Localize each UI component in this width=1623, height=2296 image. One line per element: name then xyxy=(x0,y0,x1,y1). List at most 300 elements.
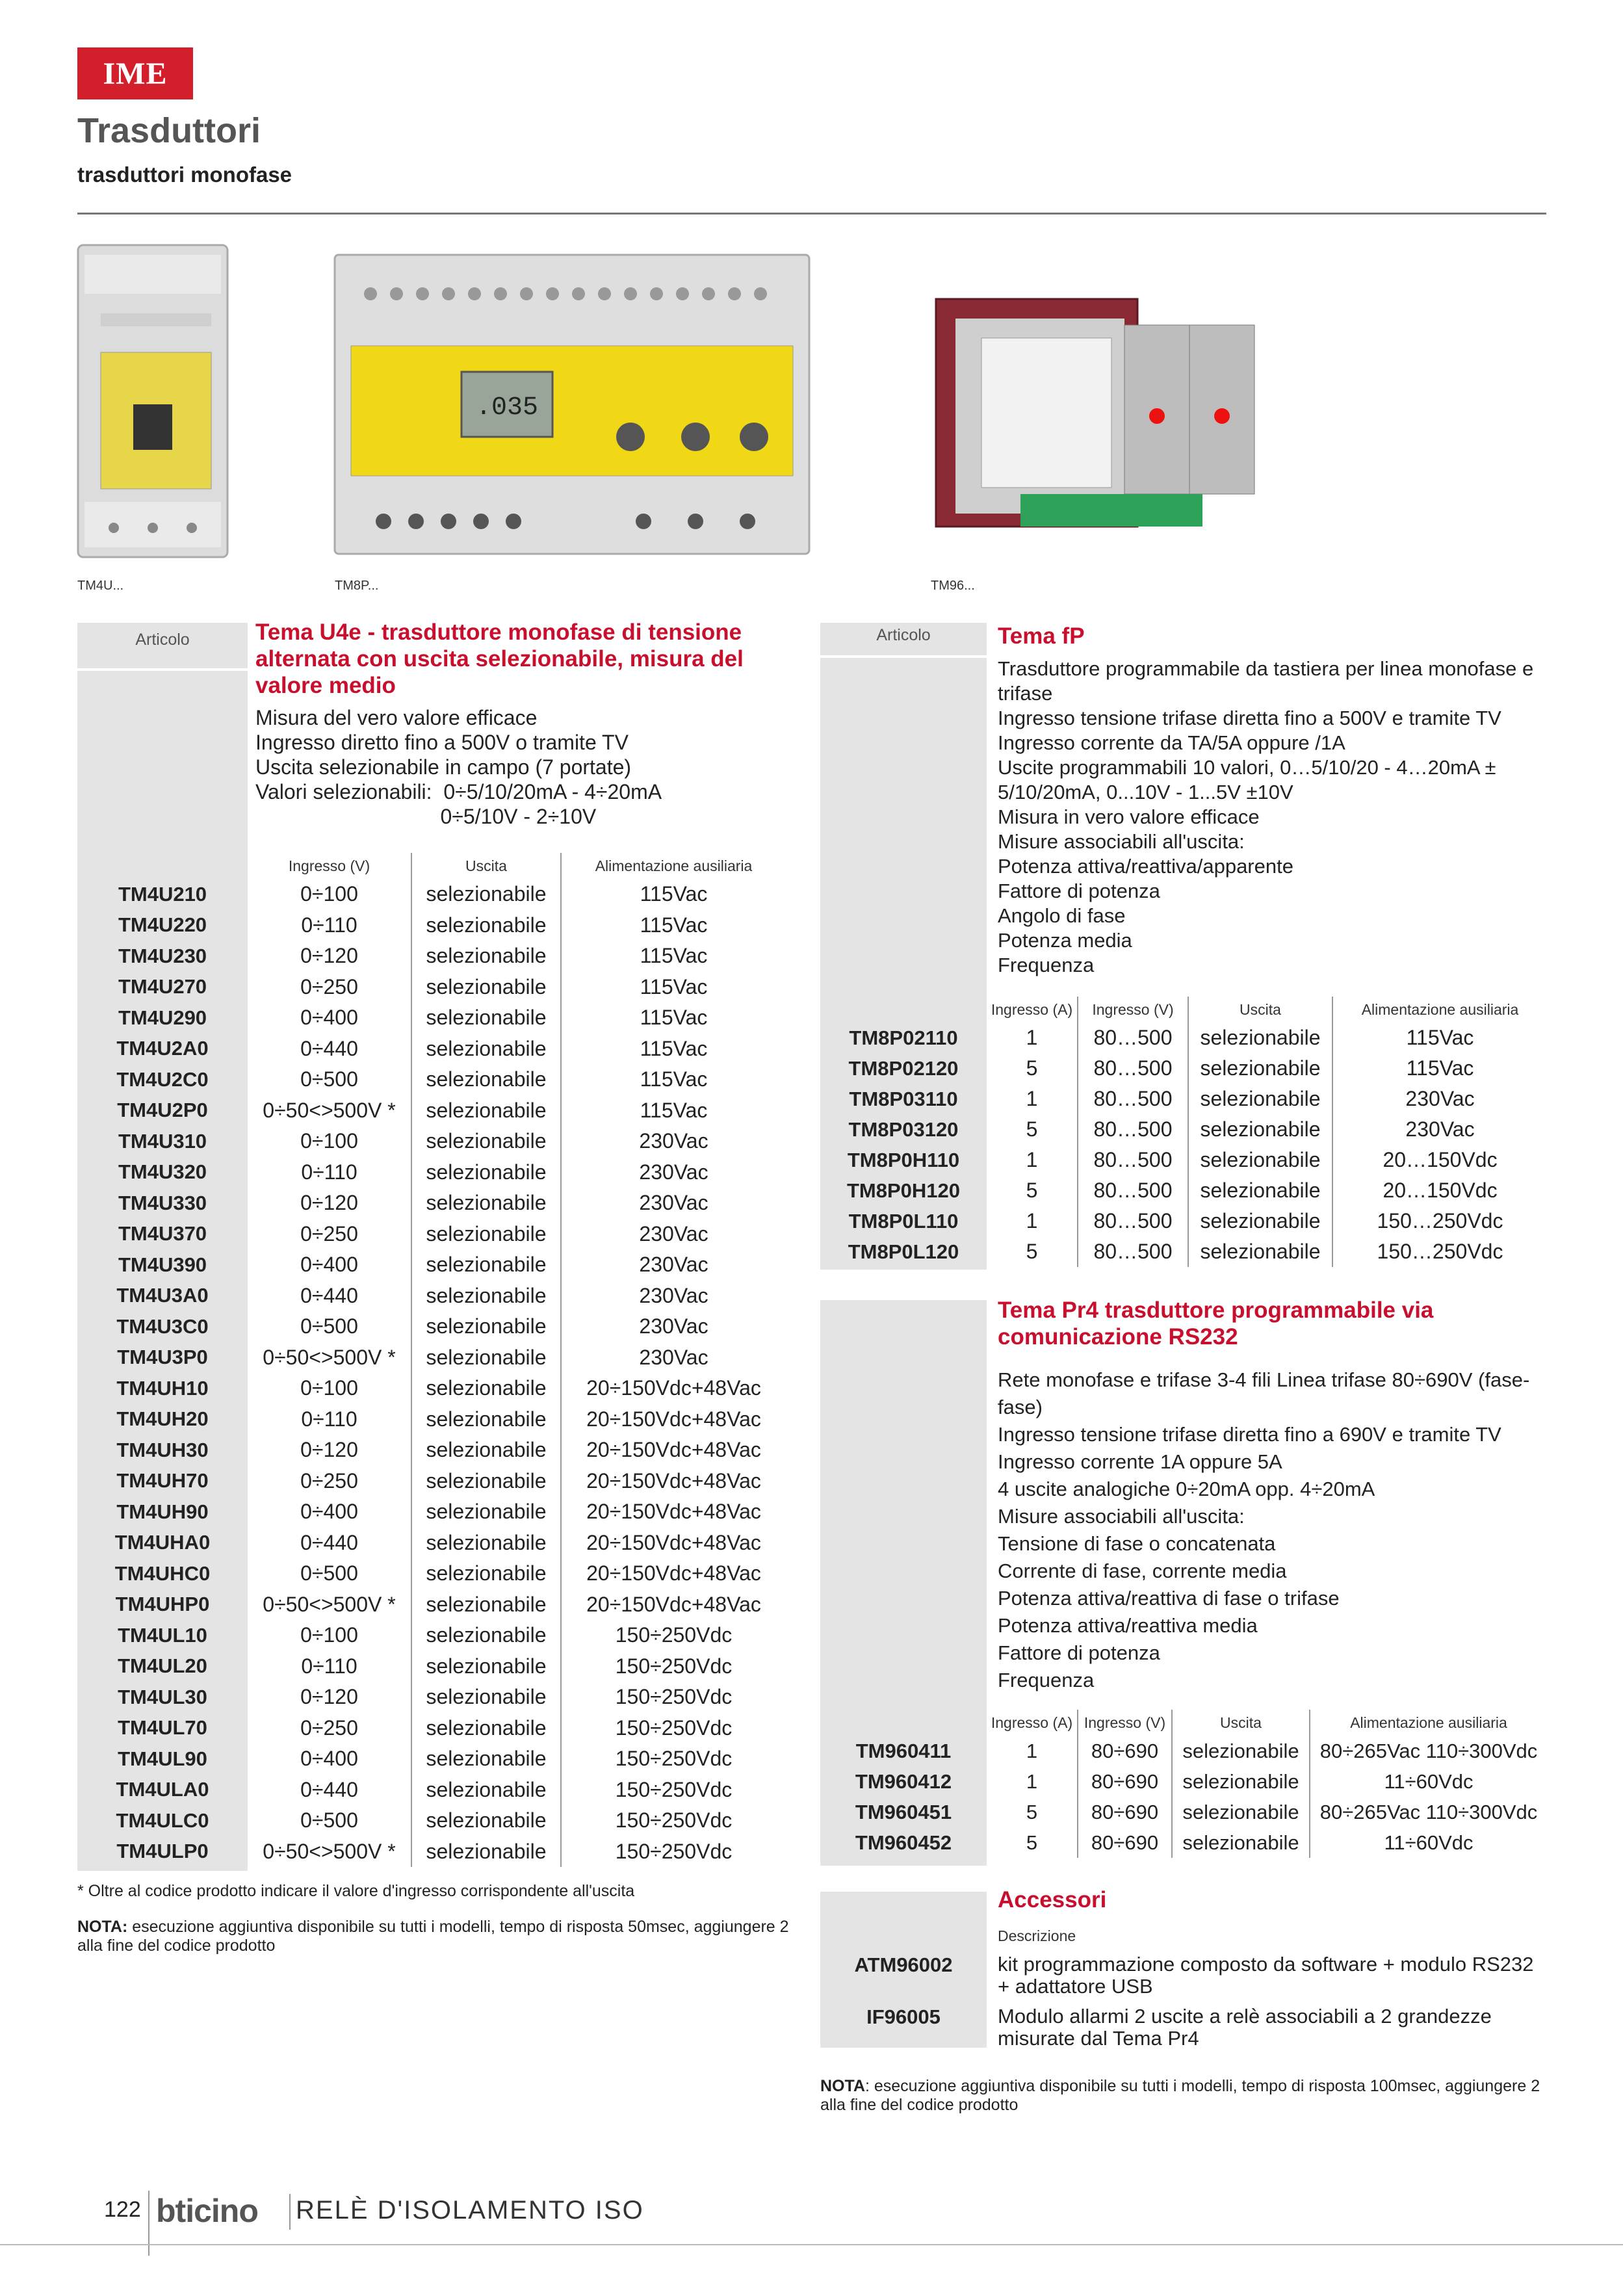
left-article-label: Articolo xyxy=(135,631,190,649)
u4e-code: TM4U3C0 xyxy=(77,1311,248,1342)
u4e-row xyxy=(77,910,786,941)
acc-desc-1: Modulo allarmi 2 uscite a relè associabili a 2 grandezze misurate dal Tema Pr4 xyxy=(998,2005,1492,2050)
col-header-ingresso-v: Ingresso (V) xyxy=(248,853,411,879)
u4e-cell: 0÷250 xyxy=(248,972,411,1003)
pr4-desc-line: Fattore di potenza xyxy=(998,1641,1160,1664)
acc-code-0: ATM96002 xyxy=(854,1953,953,1976)
u4e-cell: selezionabile xyxy=(411,1219,561,1250)
pr4-code: TM960412 xyxy=(820,1766,987,1797)
pr4-col-ingresso-a: Ingresso (A) xyxy=(987,1710,1078,1736)
pr4-desc-line: Misure associabili all'uscita: xyxy=(998,1505,1245,1528)
u4e-row xyxy=(77,1713,786,1744)
u4e-cell: 0÷100 xyxy=(248,1126,411,1157)
pr4-cell: 1 xyxy=(987,1766,1078,1797)
fp-cell: selezionabile xyxy=(1188,1084,1332,1114)
pr4-code: TM960451 xyxy=(820,1797,987,1827)
fp-header-spacer xyxy=(820,997,987,1023)
u4e-row xyxy=(77,1466,786,1497)
fp-cell: 150…250Vdc xyxy=(1377,1240,1503,1263)
u4e-row xyxy=(77,1404,786,1435)
pr4-code: TM960452 xyxy=(820,1827,987,1858)
u4e-cell: 150÷250Vdc xyxy=(615,1623,733,1647)
fp-cell: selezionabile xyxy=(1188,1175,1332,1206)
u4e-cell: selezionabile xyxy=(411,1528,561,1559)
fp-cell: 80…500 xyxy=(1078,1145,1188,1175)
u4e-row xyxy=(77,1651,786,1682)
u4e-cell: 230Vac xyxy=(639,1129,708,1153)
fp-code: TM8P0L110 xyxy=(820,1206,987,1236)
u4e-cell: 150÷250Vdc xyxy=(615,1747,733,1771)
u4e-code: TM4U230 xyxy=(77,941,248,972)
fp-cell: selezionabile xyxy=(1188,1206,1332,1236)
u4e-code: TM4U370 xyxy=(77,1219,248,1250)
pr4-cell: 80÷690 xyxy=(1078,1827,1172,1858)
u4e-cell: 0÷50<>500V * xyxy=(248,1589,411,1621)
u4e-cell: selezionabile xyxy=(411,1558,561,1589)
pr4-cell: 80÷265Vac 110÷300Vdc xyxy=(1319,1800,1538,1823)
u4e-cell: 0÷110 xyxy=(248,910,411,941)
u4e-cell: 230Vac xyxy=(639,1283,708,1307)
fp-cell: 115Vac xyxy=(1406,1026,1474,1049)
pr4-cell: selezionabile xyxy=(1172,1797,1310,1827)
pr4-desc-line: Rete monofase e trifase 3-4 fili Linea trifase 80÷690V (fase-fase) xyxy=(998,1368,1530,1418)
u4e-code: TM4U270 xyxy=(77,972,248,1003)
u4e-row xyxy=(77,1249,786,1281)
pr4-desc-line: Potenza attiva/reattiva media xyxy=(998,1614,1258,1637)
pr4-col-ingresso-v: Ingresso (V) xyxy=(1078,1710,1172,1736)
u4e-cell: selezionabile xyxy=(411,1682,561,1713)
u4e-row xyxy=(77,1528,786,1559)
u4e-code: TM4U2C0 xyxy=(77,1064,248,1095)
accessori-title: Accessori xyxy=(998,1887,1107,1912)
u4e-row xyxy=(77,972,786,1003)
u4e-cell: 115Vac xyxy=(640,1036,708,1060)
u4e-cell: 0÷100 xyxy=(248,1620,411,1651)
u4e-row xyxy=(77,1219,786,1250)
u4e-row xyxy=(77,1589,786,1621)
fp-cell: 150…250Vdc xyxy=(1377,1209,1503,1233)
acc-desc-0: kit programmazione composto da software + modulo RS232 + adattatore USB xyxy=(998,1953,1534,1998)
tema-u4e-description: Misura del vero valore efficace Ingresso diretto fino a 500V o tramite TV Uscita selezionabile in campo (7 portate) Valori selezionabili: 0÷5/10/20mA - 4÷20mA 0÷5/10V - 2÷10V xyxy=(255,706,662,828)
fp-code: TM8P0L120 xyxy=(820,1236,987,1267)
footer-separator-2 xyxy=(289,2194,291,2230)
u4e-cell: 0÷250 xyxy=(248,1219,411,1250)
tema-fp-title: Tema fP xyxy=(998,623,1085,649)
u4e-cell: 0÷400 xyxy=(248,1002,411,1034)
bticino-logo: bticino xyxy=(156,2193,258,2229)
pr4-desc-line: Tensione di fase o concatenata xyxy=(998,1532,1276,1555)
u4e-cell: 115Vac xyxy=(640,913,708,937)
u4e-cell: 150÷250Vdc xyxy=(615,1654,733,1678)
u4e-cell: 0÷120 xyxy=(248,1682,411,1713)
u4e-cell: 150÷250Vdc xyxy=(615,1808,733,1833)
u4e-code: TM4U2P0 xyxy=(77,1095,248,1127)
u4e-cell: selezionabile xyxy=(411,1496,561,1528)
u4e-code: TM4UHC0 xyxy=(77,1558,248,1589)
u4e-code: TM4ULA0 xyxy=(77,1775,248,1806)
u4e-cell: selezionabile xyxy=(411,1651,561,1682)
u4e-row xyxy=(77,1435,786,1466)
fp-cell: 230Vac xyxy=(1405,1117,1475,1141)
tema-u4e-table xyxy=(77,853,786,1867)
left-footnote: * Oltre al codice prodotto indicare il valore d'ingresso corrispondente all'uscita xyxy=(77,1882,635,1900)
tema-fp-description xyxy=(998,657,1537,978)
u4e-row xyxy=(77,1281,786,1312)
col-header-alimentazione: Alimentazione ausiliaria xyxy=(595,857,753,874)
u4e-cell: 115Vac xyxy=(640,1098,708,1122)
u4e-cell: 0÷120 xyxy=(248,1188,411,1219)
pr4-desc-line: Ingresso tensione trifase diretta fino a 690V e tramite TV xyxy=(998,1423,1501,1446)
u4e-cell: selezionabile xyxy=(411,1713,561,1744)
u4e-cell: 230Vac xyxy=(639,1160,708,1184)
fp-cell: 80…500 xyxy=(1078,1084,1188,1114)
u4e-cell: 0÷50<>500V * xyxy=(248,1836,411,1868)
u4e-cell: 20÷150Vdc+48Vac xyxy=(586,1561,761,1585)
u4e-row xyxy=(77,941,786,972)
fp-code: TM8P03120 xyxy=(820,1114,987,1145)
fp-row xyxy=(820,1206,1547,1236)
u4e-cell: 0÷500 xyxy=(248,1311,411,1342)
u4e-cell: 150÷250Vdc xyxy=(615,1777,733,1801)
u4e-cell: selezionabile xyxy=(411,910,561,941)
u4e-code: TM4U290 xyxy=(77,1002,248,1034)
fp-cell: 1 xyxy=(987,1023,1078,1053)
u4e-cell: selezionabile xyxy=(411,1002,561,1034)
fp-cell: 1 xyxy=(987,1206,1078,1236)
u4e-cell: 150÷250Vdc xyxy=(615,1839,733,1863)
left-note-label: NOTA: xyxy=(77,1918,128,1936)
u4e-row xyxy=(77,1373,786,1404)
u4e-code: TM4UL10 xyxy=(77,1620,248,1651)
page-number: 122 xyxy=(104,2197,141,2222)
u4e-cell: 0÷400 xyxy=(248,1496,411,1528)
fp-article-header-gap xyxy=(820,655,987,658)
u4e-cell: selezionabile xyxy=(411,1743,561,1775)
right-note-label: NOTA xyxy=(820,2077,865,2095)
u4e-code: TM4U330 xyxy=(77,1188,248,1219)
u4e-row xyxy=(77,1805,786,1836)
footer-section-name: RELÈ D'ISOLAMENTO ISO xyxy=(296,2196,644,2224)
u4e-cell: selezionabile xyxy=(411,1589,561,1621)
pr4-cell: 5 xyxy=(987,1827,1078,1858)
u4e-cell: selezionabile xyxy=(411,1188,561,1219)
u4e-cell: selezionabile xyxy=(411,879,561,910)
pr4-desc-line: Potenza attiva/reattiva di fase o trifase xyxy=(998,1587,1340,1610)
u4e-code: TM4UH30 xyxy=(77,1435,248,1466)
product-image-tm96 xyxy=(929,286,1267,546)
fp-cell: 80…500 xyxy=(1078,1236,1188,1267)
u4e-row xyxy=(77,1064,786,1095)
pr4-cell: selezionabile xyxy=(1172,1766,1310,1797)
fp-desc-line: Angolo di fase xyxy=(998,904,1126,927)
fp-cell: 1 xyxy=(987,1145,1078,1175)
pr4-cell: 11÷60Vdc xyxy=(1384,1769,1474,1793)
u4e-code: TM4U390 xyxy=(77,1249,248,1281)
col-header-uscita: Uscita xyxy=(411,853,561,879)
u4e-code: TM4UL30 xyxy=(77,1682,248,1713)
fp-row xyxy=(820,1175,1547,1206)
u4e-code: TM4U3A0 xyxy=(77,1281,248,1312)
right-note xyxy=(820,2077,1548,2115)
fp-cell: 5 xyxy=(987,1175,1078,1206)
product-image-tm4u xyxy=(75,242,231,560)
u4e-cell: selezionabile xyxy=(411,941,561,972)
u4e-code: TM4U320 xyxy=(77,1157,248,1188)
u4e-cell: 0÷110 xyxy=(248,1651,411,1682)
u4e-cell: 0÷440 xyxy=(248,1775,411,1806)
u4e-code: TM4U3P0 xyxy=(77,1342,248,1374)
u4e-row xyxy=(77,1496,786,1528)
u4e-cell: 20÷150Vdc+48Vac xyxy=(586,1500,761,1524)
u4e-code: TM4UHA0 xyxy=(77,1528,248,1559)
fp-code: TM8P02120 xyxy=(820,1053,987,1084)
fp-code: TM8P0H120 xyxy=(820,1175,987,1206)
u4e-code: TM4UL90 xyxy=(77,1743,248,1775)
u4e-cell: selezionabile xyxy=(411,972,561,1003)
u4e-row xyxy=(77,1743,786,1775)
u4e-row xyxy=(77,1034,786,1065)
u4e-cell: 20÷150Vdc+48Vac xyxy=(586,1530,761,1554)
fp-cell: 80…500 xyxy=(1078,1023,1188,1053)
fp-code: TM8P02110 xyxy=(820,1023,987,1053)
fp-cell: 80…500 xyxy=(1078,1206,1188,1236)
u4e-code: TM4UHP0 xyxy=(77,1589,248,1621)
u4e-cell: selezionabile xyxy=(411,1466,561,1497)
fp-cell: 5 xyxy=(987,1114,1078,1145)
pr4-cell: selezionabile xyxy=(1172,1736,1310,1766)
u4e-row xyxy=(77,1095,786,1127)
u4e-cell: 150÷250Vdc xyxy=(615,1685,733,1709)
fp-col-alimentazione: Alimentazione ausiliaria xyxy=(1361,1000,1519,1018)
fp-cell: 5 xyxy=(987,1236,1078,1267)
fp-desc-line: Potenza media xyxy=(998,929,1132,952)
u4e-cell: 115Vac xyxy=(640,974,708,998)
page-subtitle: trasduttori monofase xyxy=(77,163,292,187)
u4e-row xyxy=(77,1126,786,1157)
u4e-cell: 230Vac xyxy=(639,1191,708,1215)
fp-desc-line: Ingresso tensione trifase diretta fino a 500V e tramite TV xyxy=(998,707,1501,729)
pr4-cell: 80÷690 xyxy=(1078,1797,1172,1827)
u4e-cell: selezionabile xyxy=(411,1435,561,1466)
fp-code: TM8P0H110 xyxy=(820,1145,987,1175)
pr4-row xyxy=(820,1766,1547,1797)
u4e-cell: selezionabile xyxy=(411,1311,561,1342)
right-article-label: Articolo xyxy=(876,626,931,644)
pr4-col-alimentazione: Alimentazione ausiliaria xyxy=(1350,1714,1507,1731)
u4e-code: TM4U210 xyxy=(77,879,248,910)
fp-cell: 230Vac xyxy=(1405,1087,1475,1110)
fp-row xyxy=(820,1145,1547,1175)
u4e-cell: selezionabile xyxy=(411,1836,561,1868)
svg-text:.035: .035 xyxy=(475,393,539,423)
u4e-cell: 150÷250Vdc xyxy=(615,1715,733,1740)
pr4-cell: 1 xyxy=(987,1736,1078,1766)
u4e-cell: selezionabile xyxy=(411,1404,561,1435)
tema-pr4-title: Tema Pr4 trasduttore programmabile via comunicazione RS232 xyxy=(998,1298,1434,1350)
u4e-cell: 0÷250 xyxy=(248,1713,411,1744)
fp-col-uscita: Uscita xyxy=(1188,997,1332,1023)
fp-cell: 20…150Vdc xyxy=(1383,1179,1498,1202)
u4e-code: TM4U220 xyxy=(77,910,248,941)
u4e-row xyxy=(77,879,786,910)
fp-row xyxy=(820,1084,1547,1114)
u4e-cell: 0÷50<>500V * xyxy=(248,1095,411,1127)
u4e-cell: 20÷150Vdc+48Vac xyxy=(586,1407,761,1431)
u4e-row xyxy=(77,1157,786,1188)
fp-desc-line: Trasduttore programmabile da tastiera per linea monofase e trifase xyxy=(998,657,1534,705)
u4e-cell: 0÷110 xyxy=(248,1157,411,1188)
u4e-cell: 0÷440 xyxy=(248,1281,411,1312)
left-note-text: esecuzione aggiuntiva disponibile su tutti i modelli, tempo di risposta 50msec, aggiungere 2 alla fine del codice prodotto xyxy=(77,1918,789,1955)
u4e-cell: 0÷500 xyxy=(248,1558,411,1589)
pr4-row xyxy=(820,1736,1547,1766)
fp-cell: selezionabile xyxy=(1188,1053,1332,1084)
u4e-row xyxy=(77,1311,786,1342)
header-divider xyxy=(77,213,1546,215)
u4e-cell: 115Vac xyxy=(640,882,708,906)
fp-row xyxy=(820,1053,1547,1084)
u4e-cell: 0÷400 xyxy=(248,1743,411,1775)
pr4-desc-line: 4 uscite analogiche 0÷20mA opp. 4÷20mA xyxy=(998,1478,1375,1500)
page-title: Trasduttori xyxy=(77,111,261,150)
u4e-code: TM4UH20 xyxy=(77,1404,248,1435)
u4e-cell: 230Vac xyxy=(639,1345,708,1369)
pr4-cell: 11÷60Vdc xyxy=(1384,1831,1474,1854)
left-note xyxy=(77,1918,799,1955)
pr4-cell: 80÷690 xyxy=(1078,1736,1172,1766)
u4e-cell: 230Vac xyxy=(639,1253,708,1277)
u4e-code: TM4UH70 xyxy=(77,1466,248,1497)
u4e-cell: 0÷440 xyxy=(248,1528,411,1559)
u4e-row xyxy=(77,1775,786,1806)
image-caption-tm4u: TM4U... xyxy=(77,579,124,593)
accessori-col-descrizione: Descrizione xyxy=(998,1927,1076,1944)
u4e-cell: selezionabile xyxy=(411,1620,561,1651)
pr4-row xyxy=(820,1797,1547,1827)
u4e-row xyxy=(77,1682,786,1713)
fp-desc-line: Misure associabili all'uscita: xyxy=(998,830,1245,853)
fp-row xyxy=(820,1114,1547,1145)
u4e-row xyxy=(77,1558,786,1589)
fp-desc-line: Frequenza xyxy=(998,954,1095,976)
fp-cell: 20…150Vdc xyxy=(1383,1148,1498,1171)
u4e-cell: selezionabile xyxy=(411,1342,561,1374)
u4e-cell: 0÷120 xyxy=(248,1435,411,1466)
u4e-cell: selezionabile xyxy=(411,1775,561,1806)
u4e-code: TM4UL70 xyxy=(77,1713,248,1744)
u4e-cell: 0÷500 xyxy=(248,1064,411,1095)
u4e-cell: selezionabile xyxy=(411,1095,561,1127)
fp-cell: selezionabile xyxy=(1188,1023,1332,1053)
u4e-cell: 20÷150Vdc+48Vac xyxy=(586,1592,761,1616)
fp-desc-line: Misura in vero valore efficace xyxy=(998,805,1260,828)
u4e-cell: selezionabile xyxy=(411,1373,561,1404)
fp-cell: 5 xyxy=(987,1053,1078,1084)
tema-pr4-description xyxy=(998,1366,1537,1694)
u4e-row xyxy=(77,1836,786,1868)
fp-desc-line: Ingresso corrente da TA/5A oppure /1A xyxy=(998,731,1345,754)
pr4-desc-line: Corrente di fase, corrente media xyxy=(998,1559,1287,1582)
pr4-col-uscita: Uscita xyxy=(1172,1710,1310,1736)
pr4-desc-line: Ingresso corrente 1A oppure 5A xyxy=(998,1450,1282,1473)
u4e-code: TM4UL20 xyxy=(77,1651,248,1682)
u4e-cell: selezionabile xyxy=(411,1805,561,1836)
u4e-cell: selezionabile xyxy=(411,1281,561,1312)
u4e-cell: 20÷150Vdc+48Vac xyxy=(586,1438,761,1462)
fp-col-ingresso-a: Ingresso (A) xyxy=(987,997,1078,1023)
u4e-cell: 0÷100 xyxy=(248,1373,411,1404)
u4e-cell: 0÷110 xyxy=(248,1404,411,1435)
u4e-cell: 115Vac xyxy=(640,1006,708,1030)
u4e-cell: 115Vac xyxy=(640,944,708,968)
u4e-cell: 20÷150Vdc+48Vac xyxy=(586,1468,761,1493)
ime-logo: IME xyxy=(77,47,193,99)
u4e-row xyxy=(77,1342,786,1374)
u4e-code: TM4UH90 xyxy=(77,1496,248,1528)
image-caption-tm8p: TM8P... xyxy=(335,579,379,593)
fp-cell: selezionabile xyxy=(1188,1236,1332,1267)
u4e-cell: 0÷440 xyxy=(248,1034,411,1065)
u4e-cell: 0÷50<>500V * xyxy=(248,1342,411,1374)
u4e-cell: 115Vac xyxy=(640,1067,708,1091)
fp-cell: 80…500 xyxy=(1078,1053,1188,1084)
pr4-cell: 5 xyxy=(987,1797,1078,1827)
product-image-tm8p xyxy=(331,242,812,567)
u4e-code: TM4UH10 xyxy=(77,1373,248,1404)
fp-desc-line: Potenza attiva/reattiva/apparente xyxy=(998,855,1293,878)
u4e-cell: selezionabile xyxy=(411,1034,561,1065)
image-caption-tm96: TM96... xyxy=(931,579,975,593)
pr4-code: TM960411 xyxy=(820,1736,987,1766)
fp-cell: 80…500 xyxy=(1078,1175,1188,1206)
fp-desc-line: Fattore di potenza xyxy=(998,880,1160,902)
tema-fp-table xyxy=(820,997,1547,1267)
pr4-header-spacer xyxy=(820,1710,987,1736)
fp-cell: 80…500 xyxy=(1078,1114,1188,1145)
u4e-cell: 20÷150Vdc+48Vac xyxy=(586,1376,761,1400)
fp-row xyxy=(820,1236,1547,1267)
pr4-cell: 80÷265Vac 110÷300Vdc xyxy=(1319,1739,1538,1762)
u4e-code: TM4U2A0 xyxy=(77,1034,248,1065)
u4e-cell: selezionabile xyxy=(411,1126,561,1157)
fp-cell: selezionabile xyxy=(1188,1114,1332,1145)
u4e-cell: 0÷400 xyxy=(248,1249,411,1281)
pr4-row xyxy=(820,1827,1547,1858)
left-header-spacer xyxy=(77,853,248,879)
fp-cell: selezionabile xyxy=(1188,1145,1332,1175)
fp-cell: 115Vac xyxy=(1406,1056,1474,1080)
u4e-cell: 230Vac xyxy=(639,1221,708,1246)
pr4-cell: 80÷690 xyxy=(1078,1766,1172,1797)
fp-desc-line: Uscite programmabili 10 valori, 0…5/10/20 - 4…20mA ± 5/10/20mA, 0...10V - 1...5V ±10V xyxy=(998,756,1496,803)
u4e-cell: selezionabile xyxy=(411,1249,561,1281)
right-note-text: : esecuzione aggiuntiva disponibile su tutti i modelli, tempo di risposta 100msec, aggiungere 2 alla fine del codice prodotto xyxy=(820,2077,1540,2114)
u4e-cell: selezionabile xyxy=(411,1064,561,1095)
u4e-code: TM4U310 xyxy=(77,1126,248,1157)
left-article-header-gap xyxy=(77,668,248,671)
u4e-row xyxy=(77,1620,786,1651)
u4e-cell: selezionabile xyxy=(411,1157,561,1188)
footer-separator xyxy=(148,2191,149,2256)
u4e-cell: 0÷250 xyxy=(248,1466,411,1497)
u4e-row xyxy=(77,1188,786,1219)
u4e-cell: 0÷100 xyxy=(248,879,411,910)
tema-pr4-table xyxy=(820,1710,1547,1858)
u4e-row xyxy=(77,1002,786,1034)
u4e-cell: 230Vac xyxy=(639,1314,708,1338)
u4e-cell: 0÷120 xyxy=(248,941,411,972)
fp-code: TM8P03110 xyxy=(820,1084,987,1114)
